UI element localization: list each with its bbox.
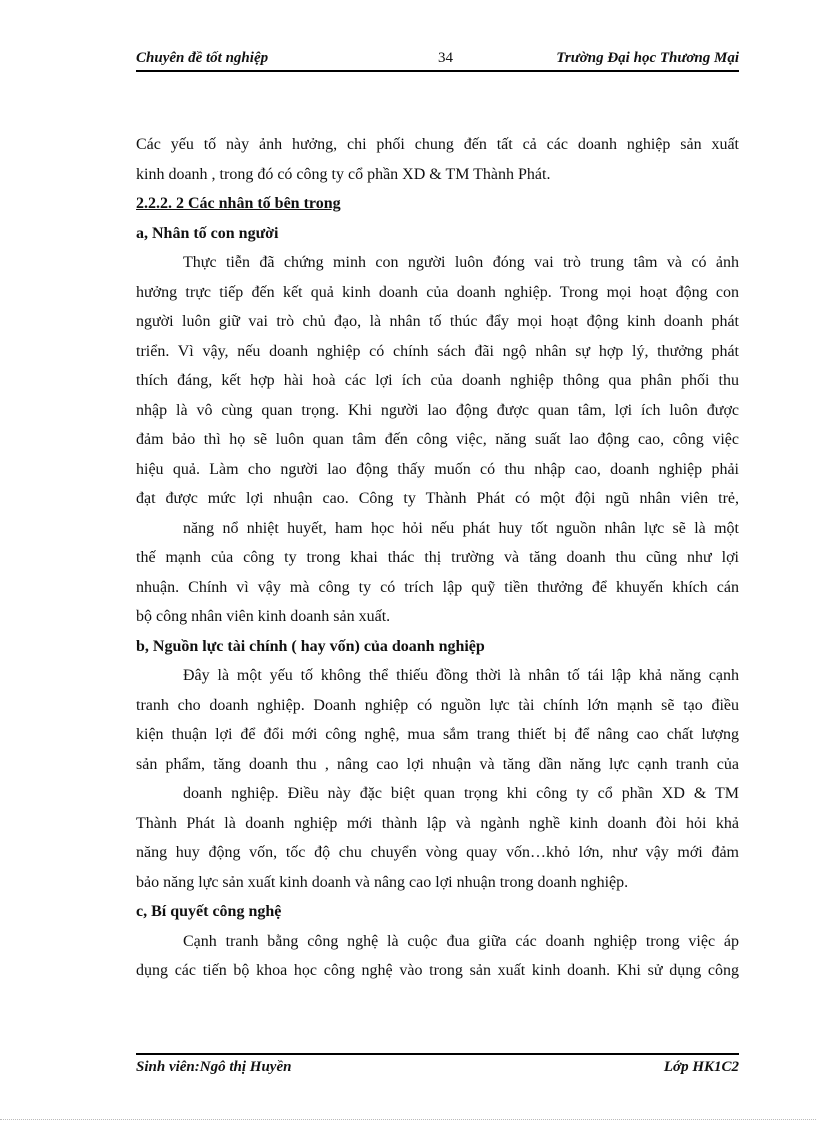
footer-divider: [136, 1053, 739, 1055]
paragraph-line: đảm bảo thì họ sẽ luôn quan tâm đến công việc, năng suất lao động cao, công việc: [136, 431, 739, 448]
paragraph-line: nhập là vô cùng quan trọng. Khi người lao động được quan tâm, lợi ích luôn được: [136, 401, 739, 419]
paragraph-line: kiện thuận lợi để đổi mới công nghệ, mua sắm trang thiết bị để nâng cao chất lượng: [136, 726, 739, 743]
subsection-heading: c, Bí quyết công nghệ: [136, 903, 282, 920]
paragraph-line: năng huy động vốn, tốc độ chu chuyển vòng quay vốn…khỏ lớn, như vậy mới đảm: [136, 844, 739, 861]
header-document-title: Chuyên đề tốt nghiệp: [136, 50, 269, 66]
footer-class: Lớp HK1C2: [663, 1059, 739, 1075]
paragraph-line: nhuận. Chính vì vậy mà công ty có trích lập quỹ tiền thưởng để khuyến khích cán: [136, 578, 739, 596]
paragraph-line: Các yếu tố này ảnh hưởng, chi phối chung đến tất cả các doanh nghiệp sản xuất: [136, 136, 739, 153]
paragraph-line: người luôn giữ vai trò chủ đạo, là nhân tố thúc đẩy mọi hoạt động kinh doanh phát: [136, 313, 739, 330]
paragraph-line: năng nổ nhiệt huyết, ham học hỏi nếu phát huy tốt nguồn nhân lực sẽ là một: [183, 519, 739, 537]
paragraph-line: đạt được mức lợi nhuận cao. Công ty Thành Phát có một đội ngũ nhân viên trẻ,: [136, 490, 739, 507]
paragraph-line: doanh nghiệp. Điều này đặc biệt quan trọng khi công ty cổ phần XD & TM: [183, 785, 739, 802]
paragraph-line: kinh doanh , trong đó có công ty cổ phần XD & TM Thành Phát.: [136, 165, 551, 183]
paragraph-line: thế mạnh của công ty trong khai thác thị trường và tăng doanh thu cũng như lợi: [136, 549, 739, 566]
paragraph-line: hiệu quả. Làm cho người lao động thấy muốn có thu nhập cao, doanh nghiệp phải: [136, 460, 739, 478]
paragraph-line: Cạnh tranh bằng công nghệ là cuộc đua giữa các doanh nghiệp trong việc áp: [183, 932, 739, 950]
footer-student-name: Sinh viên:Ngô thị Huyền: [136, 1059, 292, 1075]
header-university: Trường Đại học Thương Mại: [556, 50, 739, 66]
subsection-heading: a, Nhân tố con người: [136, 224, 279, 242]
page-edge-divider: [0, 1119, 816, 1120]
paragraph-line: Thực tiễn đã chứng minh con người luôn đóng vai trò trung tâm và có ảnh: [183, 254, 739, 271]
paragraph-line: Đây là một yếu tố không thể thiếu đồng thời là nhân tố tái lập khả năng cạnh: [183, 667, 739, 684]
page-number: 34: [438, 50, 453, 66]
body-text: [136, 130, 739, 986]
subsection-heading: b, Nguồn lực tài chính ( hay vốn) của doanh nghiệp: [136, 637, 485, 655]
page-header: [136, 50, 739, 72]
paragraph-line: thích đáng, kết hợp hài hoà các lợi ích của doanh nghiệp thông qua phân phối thu: [136, 372, 739, 389]
paragraph-line: sản phẩm, tăng doanh thu , nâng cao lợi nhuận và tăng dần năng lực cạnh tranh của: [136, 755, 739, 773]
paragraph-line: tranh cho doanh nghiệp. Doanh nghiệp có nguồn lực tài chính lớn mạnh sẽ tạo điều: [136, 696, 739, 714]
paragraph-line: triển. Vì vậy, nếu doanh nghiệp có chính sách đãi ngộ nhân sự hợp lý, thưởng phát: [136, 342, 739, 360]
paragraph-line: Thành Phát là doanh nghiệp mới thành lập và ngành nghề kinh doanh đòi hỏi khả: [136, 814, 739, 832]
paragraph-line: bộ công nhân viên kinh doanh sản xuất.: [136, 608, 391, 625]
paragraph-line: hưởng trực tiếp đến kết quả kinh doanh của doanh nghiệp. Trong mọi hoạt động con: [136, 283, 739, 301]
paragraph-line: bảo năng lực sản xuất kinh doanh và nâng cao lợi nhuận trong doanh nghiệp.: [136, 873, 629, 891]
section-heading: 2.2.2. 2 Các nhân tố bên trong: [136, 195, 341, 212]
page-footer: [136, 1059, 739, 1079]
paragraph-line: dụng các tiến bộ khoa học công nghệ vào trong sản xuất kinh doanh. Khi sử dụng công: [136, 962, 739, 979]
